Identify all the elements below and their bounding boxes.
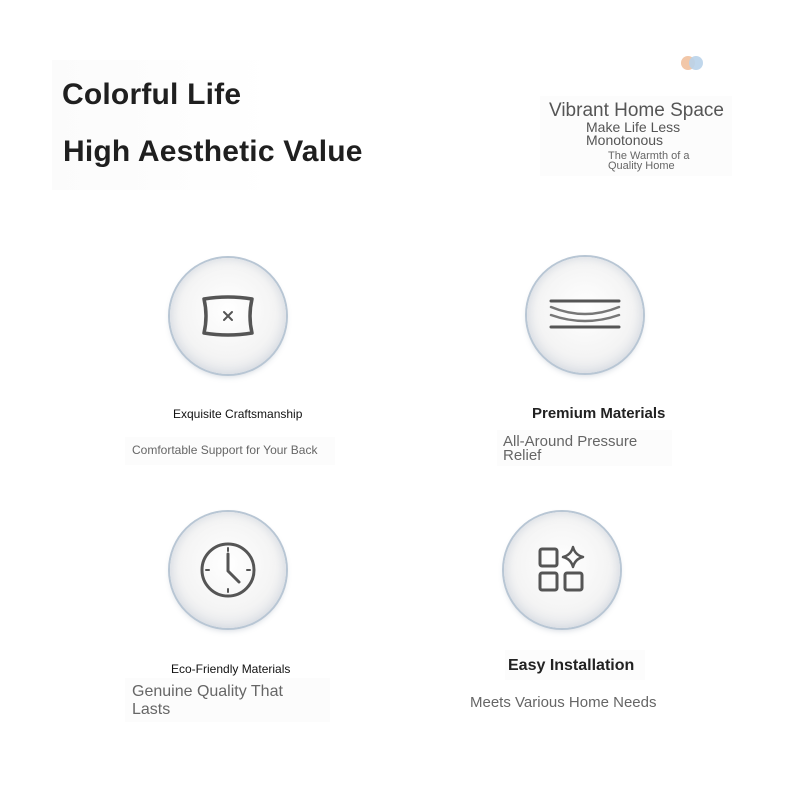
feature-label-eco: Eco-Friendly Materials xyxy=(171,662,291,676)
hero-title-line-1: Colorful Life xyxy=(62,78,242,111)
feature-badge-installation xyxy=(504,512,620,628)
feature-desc-materials: All-Around Pressure Relief xyxy=(503,433,638,464)
feature-desc-installation: Meets Various Home Needs xyxy=(470,694,657,711)
feature-label-craftsmanship: Exquisite Craftsmanship xyxy=(173,407,303,421)
feature-desc-craftsmanship: Comfortable Support for Your Back xyxy=(132,443,318,457)
blue-dot-icon xyxy=(689,56,703,70)
color-dots-icon xyxy=(681,56,705,70)
feature-label-materials: Premium Materials xyxy=(532,405,666,422)
layers-icon xyxy=(548,295,622,335)
feature-badge-craftsmanship xyxy=(170,258,286,374)
feature-desc-eco: Genuine Quality That Lasts xyxy=(132,683,283,718)
tagline-title: Vibrant Home Space xyxy=(549,100,724,121)
feature-badge-eco xyxy=(170,512,286,628)
apps-grid-icon xyxy=(537,545,587,595)
feature-label-installation: Easy Installation xyxy=(508,657,635,674)
feature-badge-materials xyxy=(527,257,643,373)
tagline-small: The Warmth of a Quality Home xyxy=(608,150,690,172)
pillow-icon xyxy=(198,291,258,341)
hero-title-line-2: High Aesthetic Value xyxy=(63,135,363,168)
tagline-subtitle: Make Life Less Monotonous xyxy=(586,119,681,148)
clock-icon xyxy=(198,540,258,600)
